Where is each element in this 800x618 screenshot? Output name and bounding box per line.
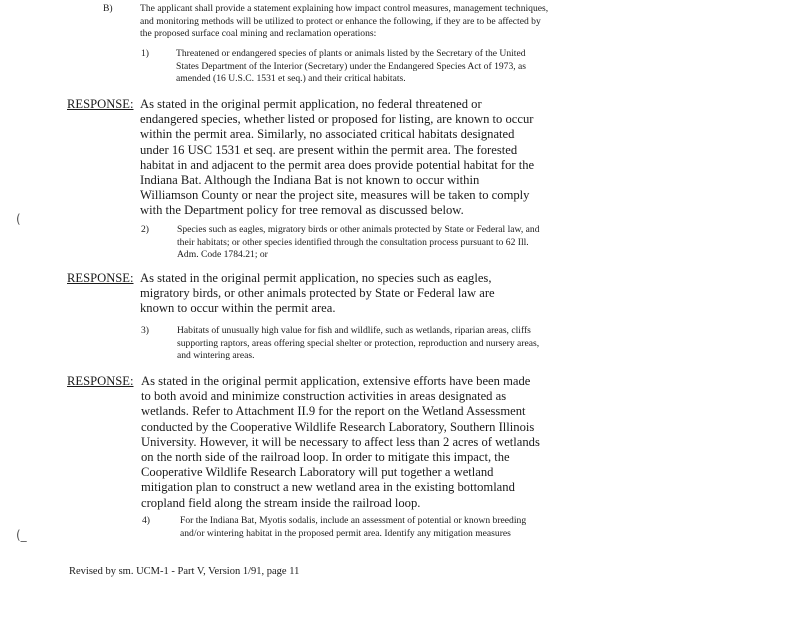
item-3-text: Habitats of unusually high value for fish and wildlife, such as wetlands, riparian areas, cliffs supporting raptors, areas offering special shelter or protection, reproduction and nursery areas, and wintering areas.	[177, 325, 540, 361]
item-1-text: Threatened or endangered species of plants or animals listed by the Secretary of the United States Department of the Interior (Secretary) under the Endangered Species Act of 1973, as amended (16 U.S.C. 1531 et seq.) and their critical habitats.	[176, 48, 527, 84]
margin-scan-mark: (_	[16, 528, 27, 542]
margin-scan-mark: (	[16, 212, 21, 226]
section-b-label: B)	[103, 3, 113, 14]
response-2-text: As stated in the original permit application, no species such as eagles, migratory birds, or other animals protected by State or Federal law are known to occur within the permit area.	[140, 271, 495, 316]
item-4-number: 4)	[142, 515, 150, 526]
page-footer: Revised by sm. UCM-1 - Part V, Version 1/91, page 11	[69, 566, 300, 577]
response-1-text: As stated in the original permit application, no federal threatened or endangered species, whether listed or proposed for listing, are known to occur within the permit area. Similarly, no associated critical habitats designated under 16 USC 1531 et seq. are present within the permit area. The forested habitat in and adjacent to the permit area does provide potential habitat for the Indiana Bat. Although the Indiana Bat is not known to occur within Williamson County or near the project site, measures will be taken to comply with the Department policy for tree removal as discussed below.	[140, 97, 535, 218]
item-3-number: 3)	[141, 325, 149, 336]
item-2-number: 2)	[141, 224, 149, 235]
section-b-text: The applicant shall provide a statement explaining how impact control measures, management techniques, and monitoring methods will be utilized to protect or enhance the following, if they are to be affected by the proposed surface coal mining and reclamation operations:	[140, 3, 549, 39]
item-2-text: Species such as eagles, migratory birds or other animals protected by State or Federal law, and their habitats; or other species identified through the consultation process pursuant to 62 Ill. Adm. Code 1784.21; or	[177, 224, 540, 260]
response-3-label: RESPONSE:	[67, 374, 134, 388]
response-3-text: As stated in the original permit application, extensive efforts have been made to both avoid and minimize construction activities in areas designated as wetlands. Refer to Attachment II.9 for the report on the Wetland Assessment conducted by the Cooperative Wildlife Research Laboratory, Southern Illinois University. However, it will be necessary to affect less than 2 acres of wetlands on the north side of the railroad loop. In order to mitigate this impact, the Cooperative Wildlife Research Laboratory will put together a wetland mitigation plan to construct a new wetland area in the existing bottomland cropland field along the stream inside the railroad loop.	[141, 374, 540, 510]
response-2-label: RESPONSE:	[67, 271, 134, 285]
response-1-label: RESPONSE:	[67, 97, 134, 111]
item-1-number: 1)	[141, 48, 149, 59]
item-4-text: For the Indiana Bat, Myotis sodalis, include an assessment of potential or known breeding and/or wintering habitat in the proposed permit area. Identify any mitigation measures	[180, 515, 527, 539]
